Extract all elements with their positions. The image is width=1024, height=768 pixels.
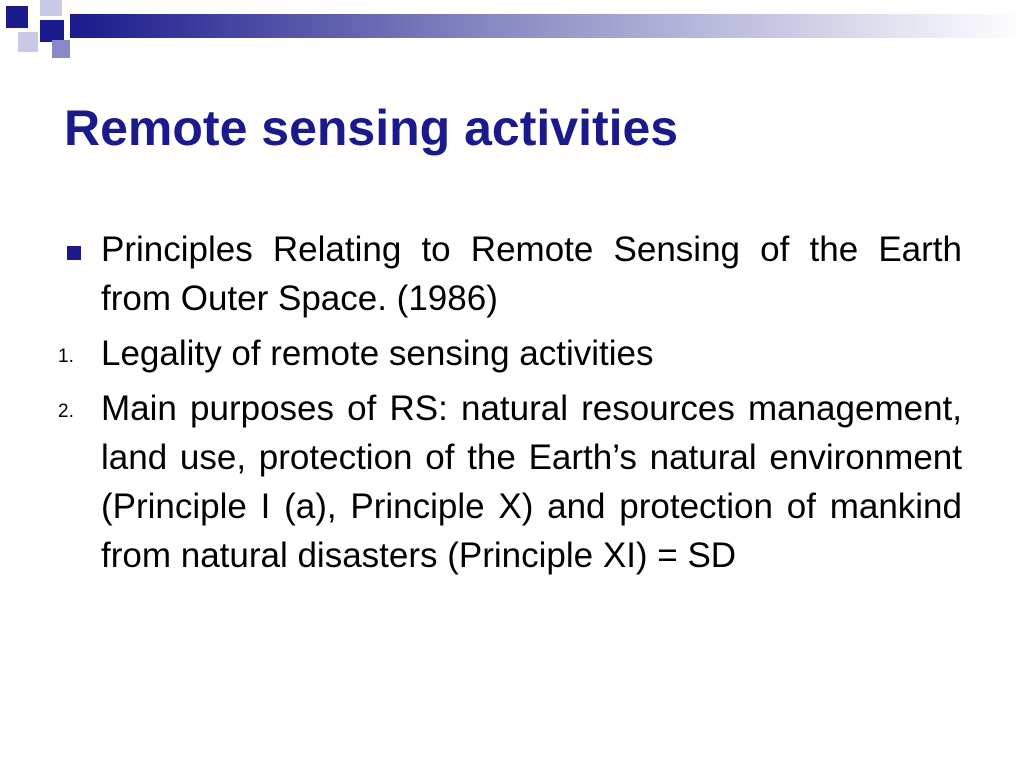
numbered-item (58, 329, 962, 378)
deco-square (52, 40, 70, 58)
numbered-item (58, 384, 962, 580)
deco-square (40, 20, 64, 42)
numbered-item-text: Legality of remote sensing activities (101, 334, 654, 373)
bullet-text: Principles Relating to Remote Sensing of the Earth from Outer Space. (1986) (101, 230, 962, 318)
square-bullet-icon (67, 246, 81, 260)
bullet-item (101, 225, 962, 323)
numbered-item-text: Main purposes of RS: natural resources management, land use, protection of the Earth’s natural environment (Principle I (a), Principle X) and protection of mankind from natural disasters (Principle XI) = SD (101, 389, 962, 575)
header-decoration (0, 0, 1024, 70)
bullet-list (0, 225, 1024, 586)
deco-square (6, 6, 28, 28)
deco-square (40, 0, 62, 16)
slide-title: Remote sensing activities (64, 100, 679, 156)
item-number: 2. (58, 401, 74, 422)
item-number: 1. (58, 346, 74, 367)
deco-square (18, 32, 38, 52)
header-gradient-band (70, 14, 1024, 38)
